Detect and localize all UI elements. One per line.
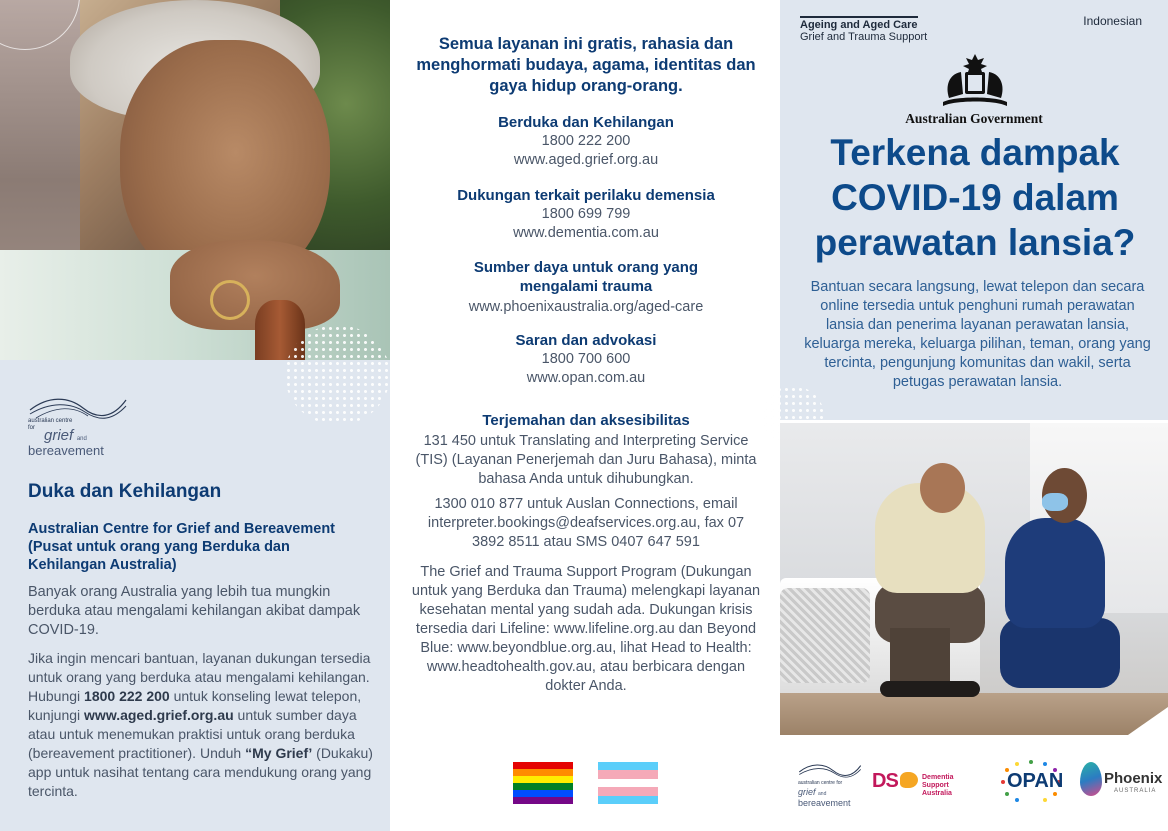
tis-text: 131 450 untuk Translating and Interpreting Service (TIS) (Layanan Penerjemah dan Juru Bahasa), minta bahasa Anda untuk dihubungkan.: [415, 433, 757, 487]
service-trauma: [410, 258, 762, 317]
wave-logo-icon: [798, 760, 862, 780]
my-grief-app: “My Grief’: [245, 745, 313, 761]
grief-section-title: Duka dan Kehilangan: [28, 481, 222, 502]
cover-header: [780, 0, 1168, 420]
elderly-woman-photo: [0, 0, 390, 360]
logo-for-text: for: [28, 425, 36, 431]
service-heading: Berduka dan Kehilangan: [498, 114, 674, 131]
cover-description: Bantuan secara langsung, lewat telepon dan secara online tersedia untuk penghuni rumah perawatan lansia dan penerima layanan perawatan lansia, keluarga mereka, keluarga pilihan, teman, orang yang tercinta, pengunjung komunitas dan wakil, serta petugas perawatan lansia.: [804, 279, 1151, 390]
transgender-flag-icon: [598, 762, 658, 804]
coat-of-arms-icon: [935, 50, 1015, 110]
partner-logos: [780, 752, 1168, 812]
p2-text-d: (Dukaku) app untuk nasihat tentang cara mendukung orang yang tercinta.: [28, 745, 373, 799]
service-dementia: [410, 186, 762, 243]
partner-acgb-and: and: [818, 791, 827, 797]
program-header: Ageing and Aged Care: [800, 16, 918, 31]
service-phone: 1800 222 200: [541, 133, 631, 149]
services-intro: Semua layanan ini gratis, rahasia dan menghormati budaya, agama, identitas dan gaya hidup orang-orang.: [416, 35, 756, 95]
acgb-partner-logo: [798, 760, 868, 810]
opan-logo: [995, 760, 1067, 810]
ds-line-2: Australia: [922, 790, 952, 797]
service-advocacy: [410, 331, 762, 388]
grief-phone: 1800 222 200: [84, 688, 170, 704]
partner-acgb-for: for: [836, 780, 843, 786]
service-url-link[interactable]: www.opan.com.au: [526, 370, 646, 386]
service-grief: [410, 113, 762, 170]
translation-section: [410, 411, 762, 552]
service-heading: Sumber daya untuk orang yang mengalami trauma: [473, 259, 699, 295]
logo-small-text: australian centre: [28, 418, 73, 424]
phoenix-australia-logo: [1080, 762, 1163, 812]
logo-bereavement-text: bereavement: [28, 443, 104, 458]
service-url-link[interactable]: www.dementia.com.au: [513, 225, 659, 241]
p2-text-a: Jika ingin mencari bantuan, layanan dukungan tersedia untuk orang yang berduka atau mengalami kehilangan. Hubungi: [28, 650, 371, 704]
grief-paragraph-2: [28, 649, 378, 801]
opan-text: OPAN: [1007, 770, 1064, 792]
australian-government-label: Australian Government: [905, 111, 1043, 126]
australia-map-icon: [900, 772, 918, 788]
acgb-subtitle: Australian Centre for Grief and Bereavement (Pusat untuk orang yang Berduka dan Kehilangan Australia): [28, 521, 336, 573]
p2-text-c: untuk sumber daya atau untuk menemukan praktisi untuk orang berduka (bereavement practitioner). Unduh: [28, 707, 357, 761]
program-subheader: Grief and Trauma Support: [800, 31, 928, 43]
dementia-support-logo: [872, 766, 982, 816]
p2-text-b: untuk konseling lewat telepon, kunjungi: [28, 688, 362, 723]
service-url-link[interactable]: www.phoenixaustralia.org/aged-care: [468, 299, 704, 315]
language-label: Indonesian: [1083, 14, 1142, 28]
service-phone: 1800 700 600: [541, 351, 631, 367]
program-footer-text: The Grief and Trauma Support Program (Dukungan untuk yang Berduka dan Trauma) melengkapi layanan kesehatan mental yang sudah ada. Dukungan krisis tersedia dari Lifeline: www.lifeline.org.au dan Beyond Blue: www.beyondblue.org.au, lihat Head to Health: www.headtohealth.gov.au, atau berbicara dengan dokter Anda.: [411, 564, 761, 694]
service-phone: 1800 699 799: [541, 206, 631, 222]
rainbow-flag-icon: [513, 762, 573, 804]
ds-mark: DS: [872, 770, 898, 792]
phoenix-flame-icon: [1080, 762, 1102, 796]
left-panel: [0, 0, 390, 831]
partner-acgb-bereavement: bereavement: [798, 798, 851, 808]
phoenix-sub: AUSTRALIA: [1114, 788, 1157, 794]
partner-acgb-small: australian centre: [798, 780, 835, 786]
grief-paragraph-1: Banyak orang Australia yang lebih tua mungkin berduka atau mengalami kehilangan akibat dampak COVID-19.: [28, 584, 361, 638]
carer-with-resident-photo: [780, 423, 1168, 735]
logo-grief-text: grief: [44, 427, 74, 444]
dot-pattern-icon: [285, 325, 390, 425]
acgb-logo: [28, 392, 138, 458]
cover-title: Terkena dampak COVID-19 dalam perawatan lansia?: [814, 132, 1136, 263]
middle-panel: [390, 0, 780, 831]
logo-and-text: and: [76, 436, 87, 442]
partner-acgb-grief: grief: [798, 787, 816, 797]
service-heading: Dukungan terkait perilaku demensia: [457, 187, 715, 204]
service-heading: Saran dan advokasi: [515, 332, 657, 349]
right-panel: [780, 0, 1168, 831]
auslan-text: 1300 010 877 untuk Auslan Connections, email interpreter.bookings@deafservices.org.au, fax 07 3892 8511 atau SMS 0407 647 591: [427, 496, 745, 550]
ds-line-1: Dementia Support: [922, 774, 954, 789]
phoenix-name: Phoenix: [1104, 770, 1163, 787]
service-url-link[interactable]: www.aged.grief.org.au: [513, 152, 659, 168]
translation-heading: Terjemahan dan aksesibilitas: [482, 412, 690, 429]
grief-url-link[interactable]: www.aged.grief.org.au: [84, 707, 234, 723]
